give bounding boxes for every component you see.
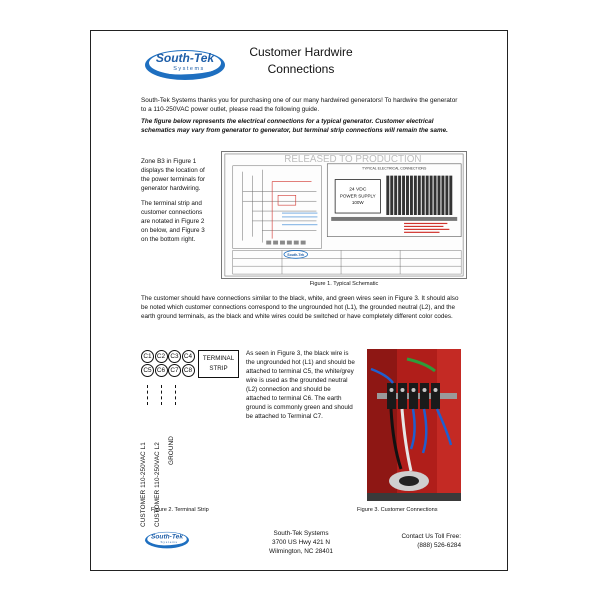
wire-label-l1: CUSTOMER 110-250VAC L1 xyxy=(140,442,147,527)
terminal-c4: C4 xyxy=(182,350,195,363)
figure-3-caption: Figure 3. Customer Connections xyxy=(357,507,438,513)
terminal-strip-label xyxy=(198,350,239,378)
logo-name: South-Tek xyxy=(155,51,215,65)
terminal-c6: C6 xyxy=(155,364,168,377)
zone-paragraph-2: The terminal strip and customer connections are notated in Figure 2 on below, and Figure 3 on the bottom right. xyxy=(141,200,205,243)
contact-phone: (888) 526-6284 xyxy=(417,542,461,549)
power-supply-label-1: 24 VDC xyxy=(349,187,367,193)
power-supply-label-3: 100W xyxy=(351,200,364,206)
wire-label-l2: CUSTOMER 110-250VAC L2 xyxy=(154,442,161,527)
power-supply-label-2: POWER SUPPLY xyxy=(339,193,376,199)
footer-street: 3700 US Hwy 421 N xyxy=(272,539,330,546)
terminal-strip-label-1: TERMINAL xyxy=(202,355,235,362)
footer-logo-name: South-Tek xyxy=(151,533,183,541)
figure-1-caption: Figure 1. Typical Schematic xyxy=(309,281,379,287)
footer-company: South-Tek Systems xyxy=(273,530,329,537)
page-title xyxy=(241,44,361,78)
south-tek-logo xyxy=(143,43,227,83)
contact-label: Contact Us Toll Free: xyxy=(401,533,461,540)
terminal-c1: C1 xyxy=(141,350,154,363)
schematic-logo: South-Tek xyxy=(287,252,305,257)
figure-2-caption: Figure 2. Terminal Strip xyxy=(151,507,209,513)
wiring-instructions: As seen in Figure 3, the black wire is the ungrounded hot (L1) and should be attached to terminal C5, the white/grey wire is used as the grounded neutral (L2) connection and should be attached to terminal C6. The earth ground is commonly green and should be attached to Terminal C7. xyxy=(246,350,355,420)
document-page xyxy=(90,30,508,571)
terminal-c2: C2 xyxy=(155,350,168,363)
schematic-header: TYPICAL ELECTRICAL CONNECTIONS xyxy=(362,166,427,171)
terminal-c3: C3 xyxy=(168,350,181,363)
terminal-c7: C7 xyxy=(168,364,181,377)
schematic-watermark: RELEASED TO PRODUCTION xyxy=(284,153,422,165)
wire-label-ground: GROUND xyxy=(168,435,175,465)
logo-sub: Systems xyxy=(173,66,205,72)
footer-logo xyxy=(143,528,191,550)
zone-paragraph-1: Zone B3 in Figure 1 displays the location of the power terminals for generator hardwiring. xyxy=(141,158,206,192)
terminal-c8: C8 xyxy=(182,364,195,377)
terminal-strip-label-2: STRIP xyxy=(209,365,228,372)
title-line2: Connections xyxy=(267,62,335,76)
terminal-c5: C5 xyxy=(141,364,154,377)
footer-address xyxy=(256,529,346,556)
customer-connections-photo xyxy=(367,349,461,501)
footer-city: Wilmington, NC 28401 xyxy=(269,548,333,555)
footer-logo-sub: Systems xyxy=(160,539,178,544)
intro-paragraph: South-Tek Systems thanks you for purchasing one of our many hardwired generators! To hardwire the generator to a 110-250VAC power outlet, please read the following guide. xyxy=(141,97,458,113)
title-line1: Customer Hardwire xyxy=(249,45,353,59)
footer-contact xyxy=(381,532,461,550)
typical-schematic-figure xyxy=(221,151,467,279)
intro-note: The figure below represents the electrical connections for a typical generator. Customer electrical schematics may vary from generator to generator, but terminal strip connections will remain the same. xyxy=(141,118,448,134)
zone-description xyxy=(141,157,213,250)
connections-paragraph: The customer should have connections similar to the black, white, and green wires seen in Figure 3. It should also be noted which customer connections correspond to the ungrounded hot (L1), the grounded neutral (L2), and the earth ground terminals, as the black and white wires could be switched or have completely different color codes. xyxy=(141,295,459,320)
